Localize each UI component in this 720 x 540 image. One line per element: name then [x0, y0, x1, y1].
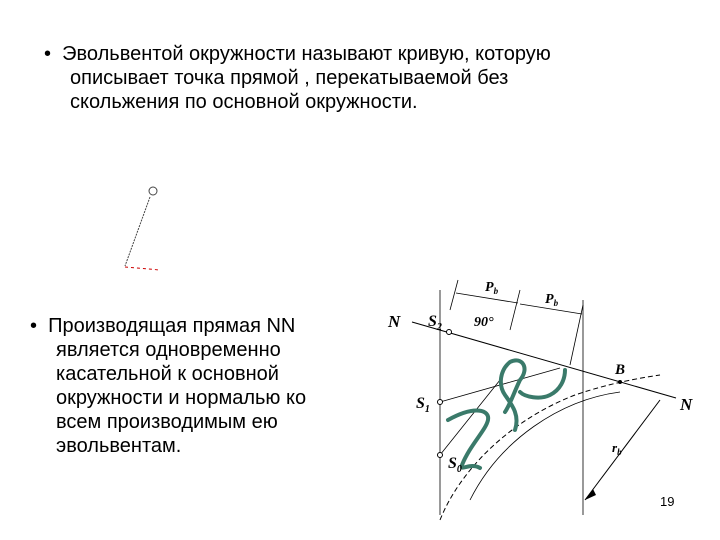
label-s2: $S_2$ — [428, 313, 442, 333]
small-sketch-red-base — [125, 267, 160, 270]
bullet-definition-line-3: скольжения по основной окружности. — [70, 91, 418, 113]
bullet-generating-line-1: • Производящая прямая NN — [30, 315, 296, 337]
involute-curve-3 — [520, 370, 565, 398]
label-pb-2: $P_b$ — [545, 292, 559, 308]
page-number: 19 — [660, 494, 675, 509]
tick-line-1 — [450, 280, 458, 310]
bullet-generating-line-6: эвольвентам. — [56, 435, 182, 457]
bullet-definition-line-2: описывает точка прямой , перекатываемой без — [70, 67, 509, 89]
point-s0 — [438, 453, 443, 458]
label-s1: $S_1$ — [416, 395, 430, 415]
label-b: B — [615, 362, 626, 378]
label-n-right: N — [680, 395, 693, 414]
radius-line — [585, 400, 660, 500]
label-n-left: N — [388, 312, 401, 331]
label-pb-1: $P_b$ — [485, 280, 499, 296]
label-s0: $S_0$ — [448, 455, 462, 475]
label-angle-90: 90° — [474, 315, 494, 330]
small-sketch-circle — [149, 187, 157, 195]
bullet-generating-line-2: является одновременно — [56, 339, 281, 361]
bullet-generating-line-4: окружности и нормалью ко — [56, 387, 307, 409]
radius-arrow — [585, 489, 596, 500]
bullet-generating-line-3: касательной к основной — [56, 363, 279, 385]
tick-line-2 — [510, 290, 520, 330]
point-s1 — [438, 400, 443, 405]
point-s2 — [447, 330, 452, 335]
point-b — [618, 380, 622, 384]
label-rb: $r_b$ — [612, 440, 622, 457]
small-sketch — [125, 187, 160, 270]
bullet-generating-line-5: всем производимым ею — [56, 411, 278, 433]
bullet-definition-line-1: • Эвольвентой окружности называют кривую, которую — [44, 43, 551, 65]
small-sketch-line — [125, 197, 150, 266]
